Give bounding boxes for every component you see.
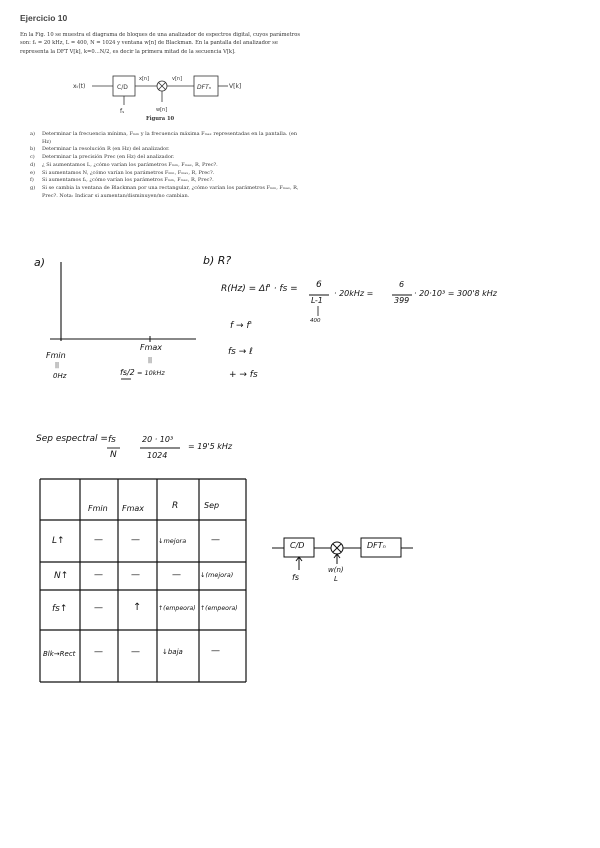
- hw-table-cell: —: [172, 570, 181, 580]
- hw-fs-half-value: = 10kHz: [137, 369, 165, 377]
- hw-table-cell: ↑: [133, 602, 142, 613]
- hw-table-header-fmin: Fmin: [88, 504, 108, 513]
- hw-r-tail: · 20·10³ = 300'8 kHz: [414, 289, 497, 298]
- hw-r-frac1-den: L-1: [311, 296, 323, 305]
- hw-fs-label: fs: [292, 573, 299, 582]
- figure-caption: Figura 10: [146, 116, 175, 122]
- hw-fmax-label: Fmax: [140, 343, 163, 352]
- hw-r-frac2-num: 6: [399, 280, 405, 289]
- hw-sep-frac1-num: fs: [108, 435, 116, 445]
- hw-r-mid: · 20kHz =: [334, 289, 374, 298]
- fs-label: fₛ: [120, 108, 125, 115]
- hw-arrow-1: f → f': [230, 321, 253, 331]
- hw-sep-frac1-den: N: [110, 450, 117, 460]
- hw-table-row-label: N↑: [54, 571, 69, 581]
- cd-block-label: C/D: [117, 84, 128, 91]
- hw-table-cell: ↑(empeora): [158, 605, 196, 612]
- hw-table-cell: —: [94, 603, 103, 613]
- hw-table-header-r: R: [172, 501, 179, 511]
- hw-wn-label: w(n): [328, 566, 344, 574]
- dft-block-label: DFTₙ: [197, 84, 212, 91]
- hw-r-lhs: R(Hz) = Δf' · fs =: [221, 284, 298, 294]
- hw-table-cell: ↑(empeora): [200, 605, 238, 612]
- hw-table-cell: —: [94, 647, 103, 657]
- diagram-output-label: V[k]: [229, 83, 242, 90]
- hw-table-cell: —: [131, 535, 140, 545]
- question-label: e): [30, 169, 35, 176]
- hw-fmin-equals: ||: [55, 362, 60, 369]
- hw-table-cell: —: [131, 647, 140, 657]
- hw-l-value: 400: [310, 318, 321, 324]
- hw-r-frac1-num: 6: [316, 280, 322, 290]
- question-text: Determinar la frecuencia mínima, Fₘᵢₙ y la frecuencia máxima Fₘₐₓ representadas en la pantalla. (en Hz): [42, 131, 298, 145]
- hw-arrow-3: + → fs: [229, 370, 258, 380]
- hw-dft-label: DFTₙ: [367, 541, 386, 550]
- vn-label: v[n]: [172, 76, 183, 82]
- hw-table-cell: —: [94, 570, 103, 580]
- question-label: a): [30, 131, 35, 137]
- hw-sep-result: = 19'5 kHz: [188, 442, 233, 451]
- question-label: f): [30, 177, 34, 184]
- hw-a-label: a): [34, 256, 46, 269]
- hw-table-cell: ↓mejora: [158, 537, 187, 545]
- hw-table-cell: —: [211, 646, 220, 656]
- hw-table-cell: —: [131, 570, 140, 580]
- question-label: b): [30, 146, 36, 153]
- hw-table-header-fmax: Fmax: [122, 504, 145, 513]
- hw-table-cell: ↓baja: [162, 648, 183, 656]
- hw-l-label: L: [334, 575, 338, 583]
- question-label: d): [30, 161, 36, 168]
- hw-arrow-2: fs → ℓ: [228, 347, 253, 357]
- hw-fmin-value: 0Hz: [53, 372, 67, 380]
- question-text: Si aumentamos N, ¿cómo varían los parámetros Fₘᵢₙ, Fₘₐₓ, R, Prec?.: [42, 169, 215, 176]
- question-text: ¿ Si aumentamos L, ¿cómo varían los parámetros Fₘᵢₙ, Fₘₐₓ, R, Prec?.: [42, 161, 218, 168]
- hw-table-cell: —: [211, 535, 220, 545]
- diagram-input-label: xₜ(t): [73, 83, 86, 90]
- hw-table-row-label: L↑: [52, 536, 65, 546]
- hw-table-row-label: fs↑: [52, 604, 68, 614]
- hw-cd-label: C/D: [290, 541, 305, 550]
- hw-sep-frac2-den: 1024: [147, 451, 168, 460]
- question-text: Si aumentamos fₛ, ¿cómo varían los parámetros Fₘᵢₙ, Fₘₐₓ, R, Prec?.: [42, 177, 214, 184]
- hw-table-cell: —: [94, 535, 103, 545]
- xn-label: x[n]: [139, 76, 150, 82]
- hw-fs-half: fs/2: [120, 368, 135, 377]
- question-label: c): [30, 154, 35, 161]
- question-text: Determinar la precisión Prec (en Hz) del analizador.: [42, 154, 175, 161]
- hw-sep-label: Sep espectral =: [36, 434, 108, 444]
- exercise-intro: En la Fig. 10 se muestra el diagrama de bloques de una analizador de espectros digital, cuyos parámetros son: fₛ = 20 kHz, L = 400, N = 1024 y ventana w[n] de Blackman. En la pantalla del analizador se representa la DFT V[k], k=0…N/2, es decir la primera mitad de la secuencia V[k].: [20, 32, 300, 55]
- hw-fmax-equals: ||: [148, 357, 153, 364]
- question-label: g): [30, 184, 36, 191]
- question-text: Determinar la resolución R (en Hz) del analizador.: [42, 146, 170, 153]
- hw-table-cell: ↓(mejora): [200, 571, 234, 579]
- hw-table-header-sep: Sep: [204, 501, 220, 510]
- hw-fmin-label: Fmin: [46, 351, 66, 360]
- hw-b-label: b) R?: [203, 254, 232, 267]
- question-text: Si se cambia la ventana de Blackman por una rectangular, ¿cómo varían los parámetros Fₘᵢₙ, Fₘₐₓ, R, Prec?. Nota: Indicar si aumentan/disminuyen/no cambian.: [42, 184, 299, 199]
- hw-table-row-label: Blk→Rect: [43, 650, 76, 658]
- exercise-title: Ejercicio 10: [20, 13, 68, 23]
- hw-r-frac2-den: 399: [394, 296, 410, 305]
- hw-sep-frac2-num: 20 · 10³: [142, 435, 174, 444]
- wn-label: w[n]: [156, 107, 168, 113]
